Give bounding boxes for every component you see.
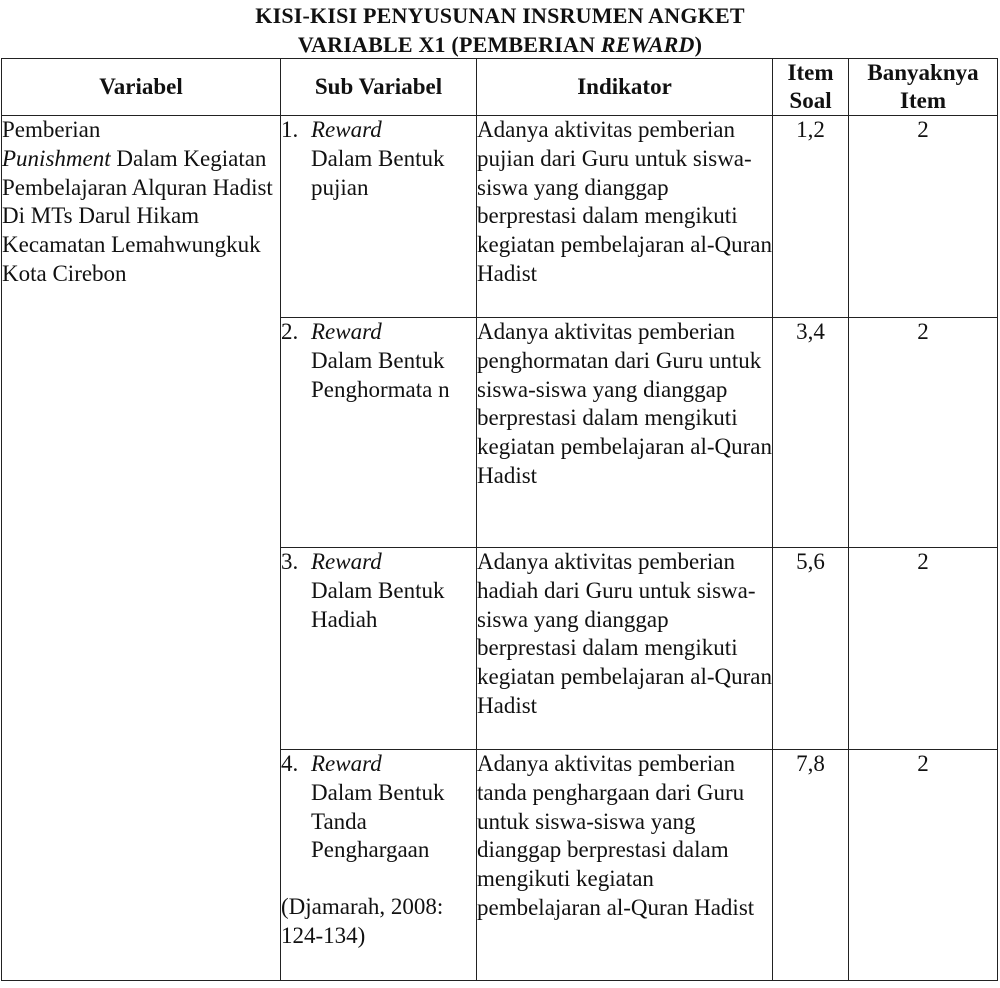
variabel-body (2, 145, 280, 289)
item-soal-cell: 5,6 (773, 548, 849, 750)
sub-number: 1. (281, 117, 299, 142)
title-prefix: VARIABLE X1 (PEMBERIAN (297, 32, 601, 57)
sub-rest: Dalam Bentuk pujian (311, 145, 445, 200)
banyaknya-cell: 2 (849, 750, 998, 981)
sub-number: 4. (281, 751, 299, 776)
sub-italic: Reward (311, 319, 382, 344)
header-item-soal: Item Soal (773, 59, 849, 116)
variabel-italic: Punishment (2, 145, 111, 171)
sub-variabel-cell (281, 116, 477, 318)
instrument-table (1, 58, 998, 981)
variabel-rest: Dalam Kegiatan Pembelajaran Alquran Hadist Di MTs Darul Hikam Kecamatan Lemahwungkuk Kota Cirebon (2, 145, 273, 286)
sub-rest: Dalam Bentuk Tanda Penghargaan (311, 779, 445, 863)
sub-variabel-cell (281, 548, 477, 750)
banyaknya-cell: 2 (849, 318, 998, 548)
sub-variabel-cell (281, 750, 477, 981)
page-title-line-1: KISI-KISI PENYUSUNAN INSRUMEN ANGKET (255, 3, 745, 28)
header-variabel: Variabel (2, 59, 281, 116)
header-banyaknya-item: Banyaknya Item (849, 59, 998, 116)
item-soal-cell: 3,4 (773, 318, 849, 548)
table-header-row (2, 59, 998, 116)
sub-variabel-cell (281, 318, 477, 548)
sub-italic: Reward (311, 549, 382, 574)
sub-rest: Dalam Bentuk Hadiah (311, 577, 445, 632)
variabel-cell (2, 116, 281, 981)
reference-citation: (Djamarah, 2008: 124-134) (281, 894, 444, 948)
item-soal-cell: 1,2 (773, 116, 849, 318)
sub-number: 3. (281, 549, 299, 574)
sub-italic: Reward (311, 751, 382, 776)
indikator-cell: Adanya aktivitas pemberian penghormatan dari Guru untuk siswa-siswa yang dianggap berprestasi dalam mengikuti kegiatan pembelajaran al-Quran Hadist (477, 318, 773, 548)
item-soal-cell: 7,8 (773, 750, 849, 981)
title-italic: REWARD (600, 32, 695, 57)
header-indikator: Indikator (477, 59, 773, 116)
variabel-line-1: Pemberian (2, 117, 101, 142)
banyaknya-cell: 2 (849, 548, 998, 750)
sub-number: 2. (281, 319, 299, 344)
indikator-cell: Adanya aktivitas pemberian hadiah dari Guru untuk siswa-siswa yang dianggap berprestasi dalam mengikuti kegiatan pembelajaran al-Quran Hadist (477, 548, 773, 750)
indikator-cell: Adanya aktivitas pemberian tanda penghargaan dari Guru untuk siswa-siswa yang dianggap berprestasi dalam mengikuti kegiatan pembelajaran al-Quran Hadist (477, 750, 773, 981)
table-row (2, 116, 998, 318)
indikator-cell: Adanya aktivitas pemberian pujian dari Guru untuk siswa-siswa yang dianggap berprestasi dalam mengikuti kegiatan pembelajaran al-Quran Hadist (477, 116, 773, 318)
title-suffix: ) (694, 32, 703, 57)
banyaknya-cell: 2 (849, 116, 998, 318)
sub-italic: Reward (311, 117, 382, 142)
header-sub-variabel: Sub Variabel (281, 59, 477, 116)
sub-rest: Dalam Bentuk Penghormata n (311, 347, 450, 402)
page-title-line-2 (0, 31, 1000, 58)
